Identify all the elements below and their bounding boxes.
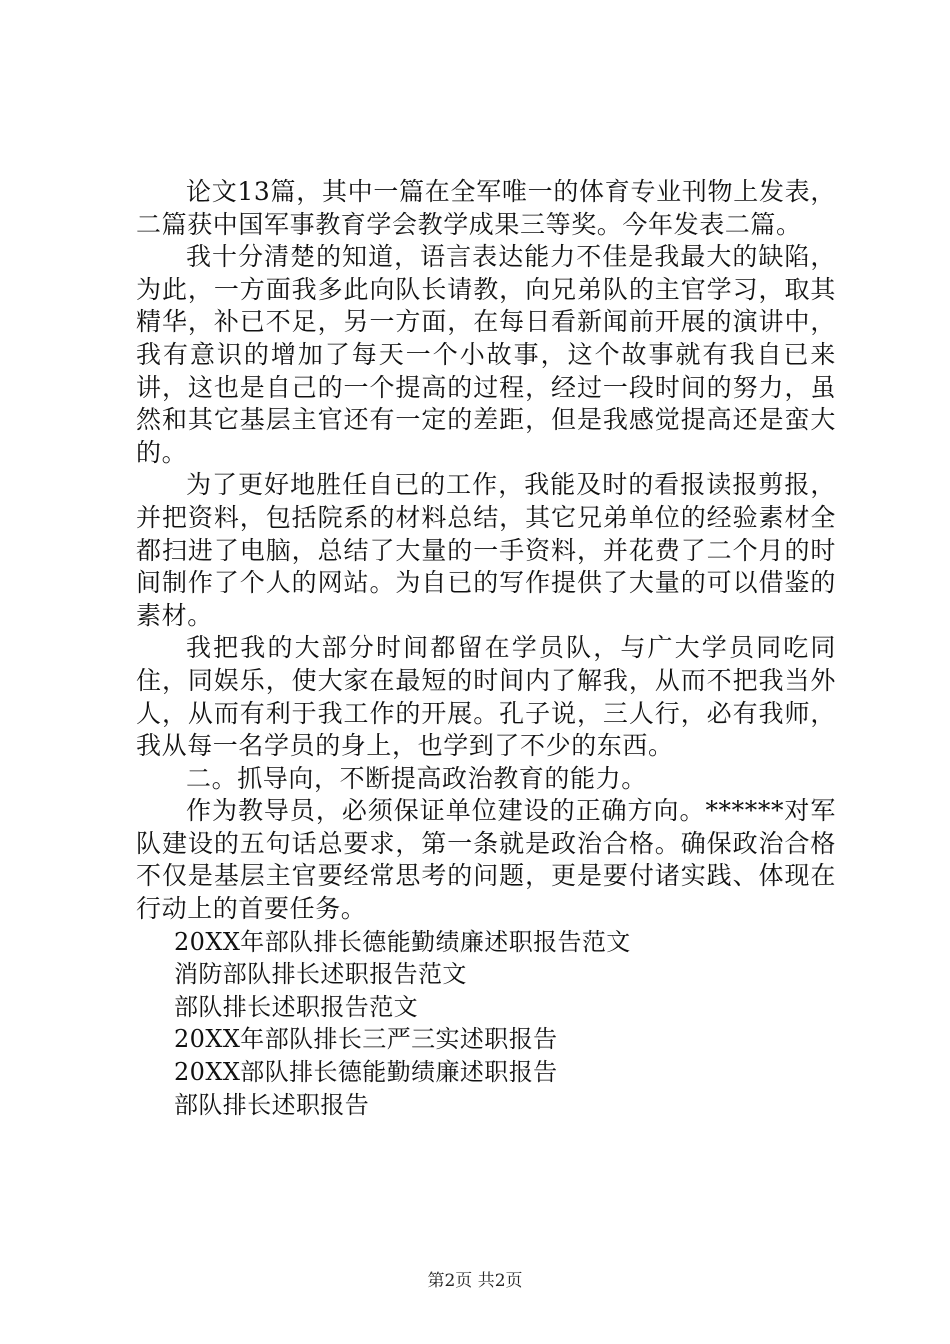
section-heading: 二。抓导向，不断提高政治教育的能力。 xyxy=(186,763,647,793)
document-body xyxy=(136,176,836,1121)
page-number-footer: 第2页 共2页 xyxy=(427,1271,523,1291)
related-link[interactable]: 消防部队排长述职报告范文 xyxy=(174,960,467,989)
related-link[interactable]: 20XX年部队排长德能勤绩廉述职报告范文 xyxy=(174,927,631,956)
paragraph: 论文13篇，其中一篇在全军唯一的体育专业刊物上发表，二篇获中国军事教育学会教学成果三等奖。今年发表二篇。 xyxy=(136,177,836,239)
related-links-list xyxy=(136,926,836,1122)
paragraph: 作为教导员，必须保证单位建设的正确方向。******对军队建设的五句话总要求，第一条就是政治合格。确保政治合格不仅是基层主官要经常思考的问题，更是要付诸实践、体现在行动上的首要任务。 xyxy=(136,796,836,924)
paragraph: 我十分清楚的知道，语言表达能力不佳是我最大的缺陷，为此，一方面我多此向队长请教，向兄弟队的主官学习，取其精华，补已不足，另一方面，在每日看新闻前开展的演讲中，我有意识的增加了每天一个小故事，这个故事就有我自已来讲，这也是自己的一个提高的过程，经过一段时间的努力，虽然和其它基层主官还有一定的差距，但是我感觉提高还是蛮大的。 xyxy=(136,242,836,467)
paragraph: 我把我的大部分时间都留在学员队，与广大学员同吃同住，同娱乐，使大家在最短的时间内了解我，从而不把我当外人，从而有利于我工作的开展。孔子说，三人行，必有我师，我从每一名学员的身上，也学到了不少的东西。 xyxy=(136,633,836,761)
paragraph: 为了更好地胜任自已的工作，我能及时的看报读报剪报，并把资料，包括院系的材料总结，其它兄弟单位的经验素材全都扫进了电脑，总结了大量的一手资料，并花费了二个月的时间制作了个人的网站。为自已的写作提供了大量的可以借鉴的素材。 xyxy=(136,470,836,630)
related-link[interactable]: 20XX年部队排长三严三实述职报告 xyxy=(174,1025,558,1054)
related-link[interactable]: 20XX部队排长德能勤绩廉述职报告 xyxy=(174,1058,558,1087)
related-link[interactable]: 部队排长述职报告 xyxy=(174,1090,370,1119)
related-link[interactable]: 部队排长述职报告范文 xyxy=(174,992,418,1021)
